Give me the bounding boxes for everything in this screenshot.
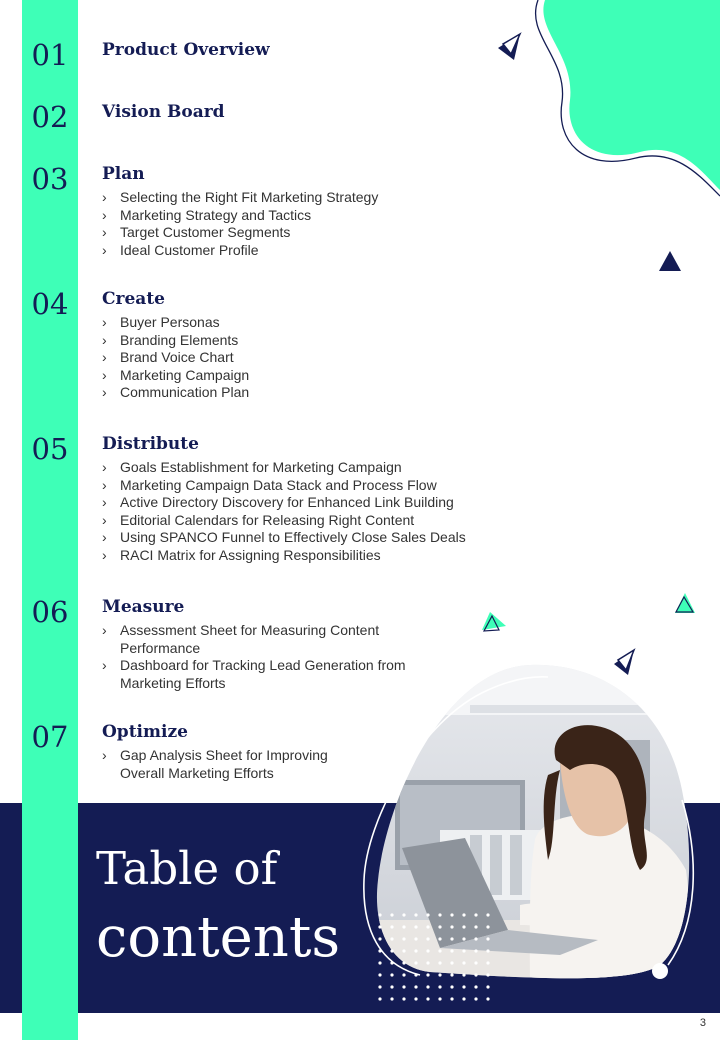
page-title-line-1: Table of [96,842,278,895]
section-title: Create [102,289,165,309]
section-item-list [102,314,462,402]
section-item-list [102,189,462,259]
section-item-list [102,622,424,692]
section-title: Optimize [102,722,188,742]
page-title-line-2: contents [96,905,341,970]
list-item: › Marketing Campaign Data Stack and Process Flow [102,477,502,495]
section-number: 02 [31,100,69,134]
list-item: › Using SPANCO Funnel to Effectively Close Sales Deals [102,529,502,547]
list-item: › Selecting the Right Fit Marketing Strategy [102,189,462,207]
list-item: › Ideal Customer Profile [102,242,462,260]
section-title: Measure [102,597,185,617]
list-item: › Branding Elements [102,332,462,350]
section-number: 04 [31,287,69,321]
list-item: › Buyer Personas [102,314,462,332]
section-item-list [102,459,502,565]
section-title: Plan [102,164,145,184]
section-number: 06 [31,595,69,629]
list-item: › RACI Matrix for Assigning Responsibilities [102,547,502,565]
white-dot [652,963,668,979]
list-item: › Dashboard for Tracking Lead Generation from Marketing Efforts [102,657,424,692]
section-number: 07 [31,720,69,754]
list-item: › Brand Voice Chart [102,349,462,367]
section-number: 03 [31,162,69,196]
section-number: 05 [31,432,69,466]
list-item: › Assessment Sheet for Measuring Content Performance [102,622,424,657]
section-number: 01 [31,38,69,72]
page-number: 3 [699,1017,706,1029]
section-title: Product Overview [102,40,270,60]
list-item: › Marketing Strategy and Tactics [102,207,462,225]
list-item: › Gap Analysis Sheet for Improving Overall Marketing Efforts [102,747,352,782]
list-item: › Marketing Campaign [102,367,462,385]
list-item: › Active Directory Discovery for Enhanced Link Building [102,494,502,512]
list-item: › Goals Establishment for Marketing Campaign [102,459,502,477]
section-title: Distribute [102,434,199,454]
section-title: Vision Board [102,102,225,122]
section-item-list [102,747,352,782]
list-item: › Communication Plan [102,384,462,402]
list-item: › Target Customer Segments [102,224,462,242]
list-item: › Editorial Calendars for Releasing Right Content [102,512,502,530]
